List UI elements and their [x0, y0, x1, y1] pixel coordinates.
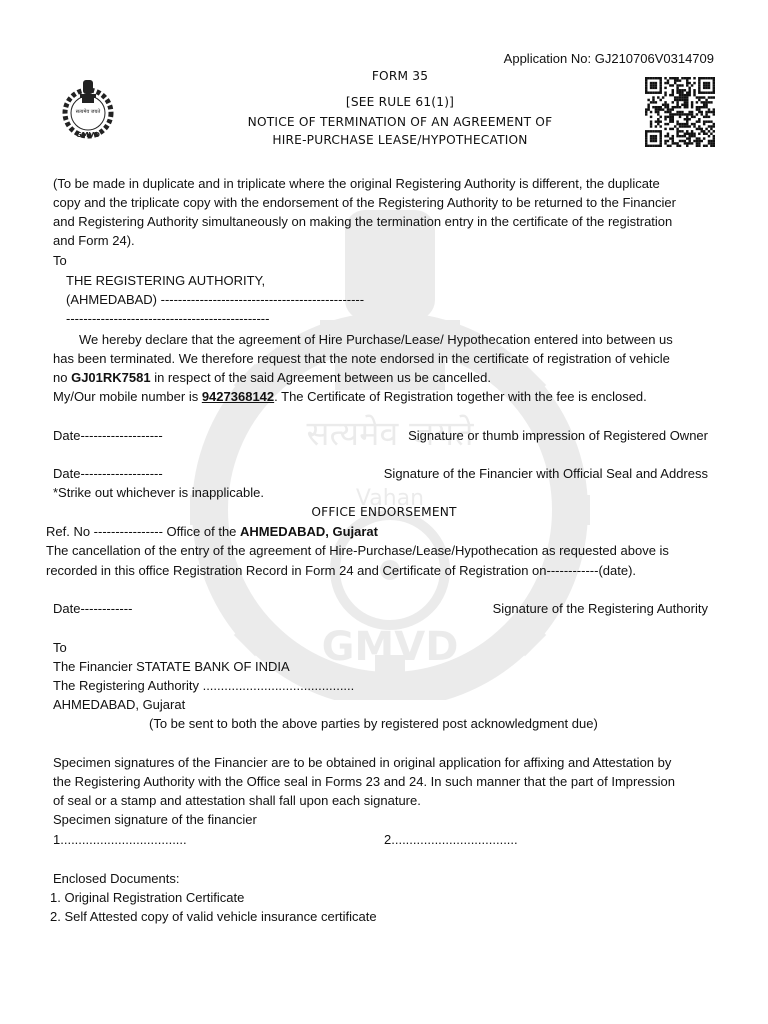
- specimen-signature-2: 2...................................: [384, 832, 518, 847]
- endorsement-line2: recorded in this office Registration Record in Form 24 and Certificate of Registration on------------(date).: [46, 563, 637, 578]
- form-number: FORM 35: [371, 69, 429, 83]
- form-title-line2: HIRE-PURCHASE LEASE/HYPOTHECATION: [272, 133, 528, 147]
- declaration-line3-post: in respect of the said Agreement between us be cancelled.: [150, 370, 491, 385]
- ref-number-pre: Ref. No ---------------- Office of the: [46, 524, 241, 539]
- addressee-authority: THE REGISTERING AUTHORITY,: [66, 273, 266, 288]
- ra-signature-label: Signature of the Registering Authority: [492, 601, 708, 616]
- instruction-line: and Registering Authority simultaneously on making the termination entry in the certificate of the registration: [53, 214, 673, 229]
- to-label: To: [53, 253, 67, 268]
- application-number: Application No: GJ210706V0314709: [503, 51, 714, 66]
- instruction-line: and Form 24).: [53, 233, 135, 248]
- watermark-gmvd: GMVD: [321, 624, 459, 670]
- owner-date: Date-------------------: [53, 428, 163, 443]
- enclosed-item: 2. Self Attested copy of valid vehicle insurance certificate: [50, 909, 377, 924]
- addressee-office: (AHMEDABAD) -----------------------------------------------: [66, 292, 365, 307]
- recipient-place: AHMEDABAD, Gujarat: [53, 697, 186, 712]
- vehicle-number: GJ01RK7581: [71, 370, 151, 385]
- addressee-dashes: -----------------------------------------------: [66, 311, 270, 326]
- enclosed-heading: Enclosed Documents:: [53, 871, 180, 886]
- specimen-line: Specimen signatures of the Financier are to be obtained in original application for affixing and Attestation by: [53, 755, 672, 770]
- ref-number-line: [46, 522, 378, 541]
- emblem-caption-bottom: GMVD: [76, 131, 100, 139]
- specimen-line: the Registering Authority with the Office seal in Forms 23 and 24. In such manner that the part of Impression: [53, 774, 675, 789]
- recipient-authority: The Registering Authority ..........................................: [53, 678, 355, 693]
- recipients-to: To: [53, 640, 67, 655]
- declaration-line2: has been terminated. We therefore request that the note endorsed in the certificate of registration of vehicle: [53, 351, 670, 366]
- recipient-financier: The Financier STATATE BANK OF INDIA: [53, 659, 290, 674]
- registered-post-note: (To be sent to both the above parties by registered post acknowledgment due): [149, 716, 598, 731]
- specimen-label: Specimen signature of the financier: [53, 812, 257, 827]
- form-rule: [SEE RULE 61(1)]: [345, 95, 455, 109]
- owner-signature-label: Signature or thumb impression of Registered Owner: [408, 428, 708, 443]
- office-name: AHMEDABAD, Gujarat: [240, 524, 378, 539]
- office-endorsement-heading: OFFICE ENDORSEMENT: [311, 505, 457, 519]
- specimen-signature-1: 1...................................: [53, 832, 187, 847]
- declaration-line1: We hereby declare that the agreement of Hire Purchase/Lease/ Hypothecation entered into between us: [79, 332, 673, 347]
- form-title-line1: NOTICE OF TERMINATION OF AN AGREEMENT OF: [247, 115, 553, 129]
- mobile-number: 9427368142: [201, 389, 275, 404]
- declaration-line4-post: . The Certificate of Registration together with the fee is enclosed.: [274, 389, 647, 404]
- watermark-motto: सत्यमेव जयते: [306, 414, 474, 454]
- emblem-caption-top: सत्यमेव जयते: [75, 109, 101, 115]
- strike-out-note: *Strike out whichever is inapplicable.: [53, 485, 264, 500]
- endorsement-date: Date------------: [53, 601, 133, 616]
- declaration-line4: [53, 387, 647, 406]
- specimen-line: of seal or a stamp and attestation shall fall upon each signature.: [53, 793, 421, 808]
- financier-signature-label: Signature of the Financier with Official Seal and Address: [383, 466, 708, 481]
- instruction-line: (To be made in duplicate and in triplicate where the original Registering Authority is different, the duplicate: [53, 176, 660, 191]
- endorsement-line1: The cancellation of the entry of the agreement of Hire-Purchase/Lease/Hypothecation as requested above is: [46, 543, 669, 558]
- declaration-line3: [53, 368, 491, 387]
- declaration-line4-pre: My/Our mobile number is: [53, 389, 202, 404]
- watermark-vahan: Vahan: [355, 486, 425, 511]
- financier-date: Date-------------------: [53, 466, 163, 481]
- declaration-line3-pre: no: [53, 370, 72, 385]
- enclosed-item: 1. Original Registration Certificate: [50, 890, 245, 905]
- instruction-line: copy and the triplicate copy with the endorsement of the Registering Authority to be returned to the Financier: [53, 195, 676, 210]
